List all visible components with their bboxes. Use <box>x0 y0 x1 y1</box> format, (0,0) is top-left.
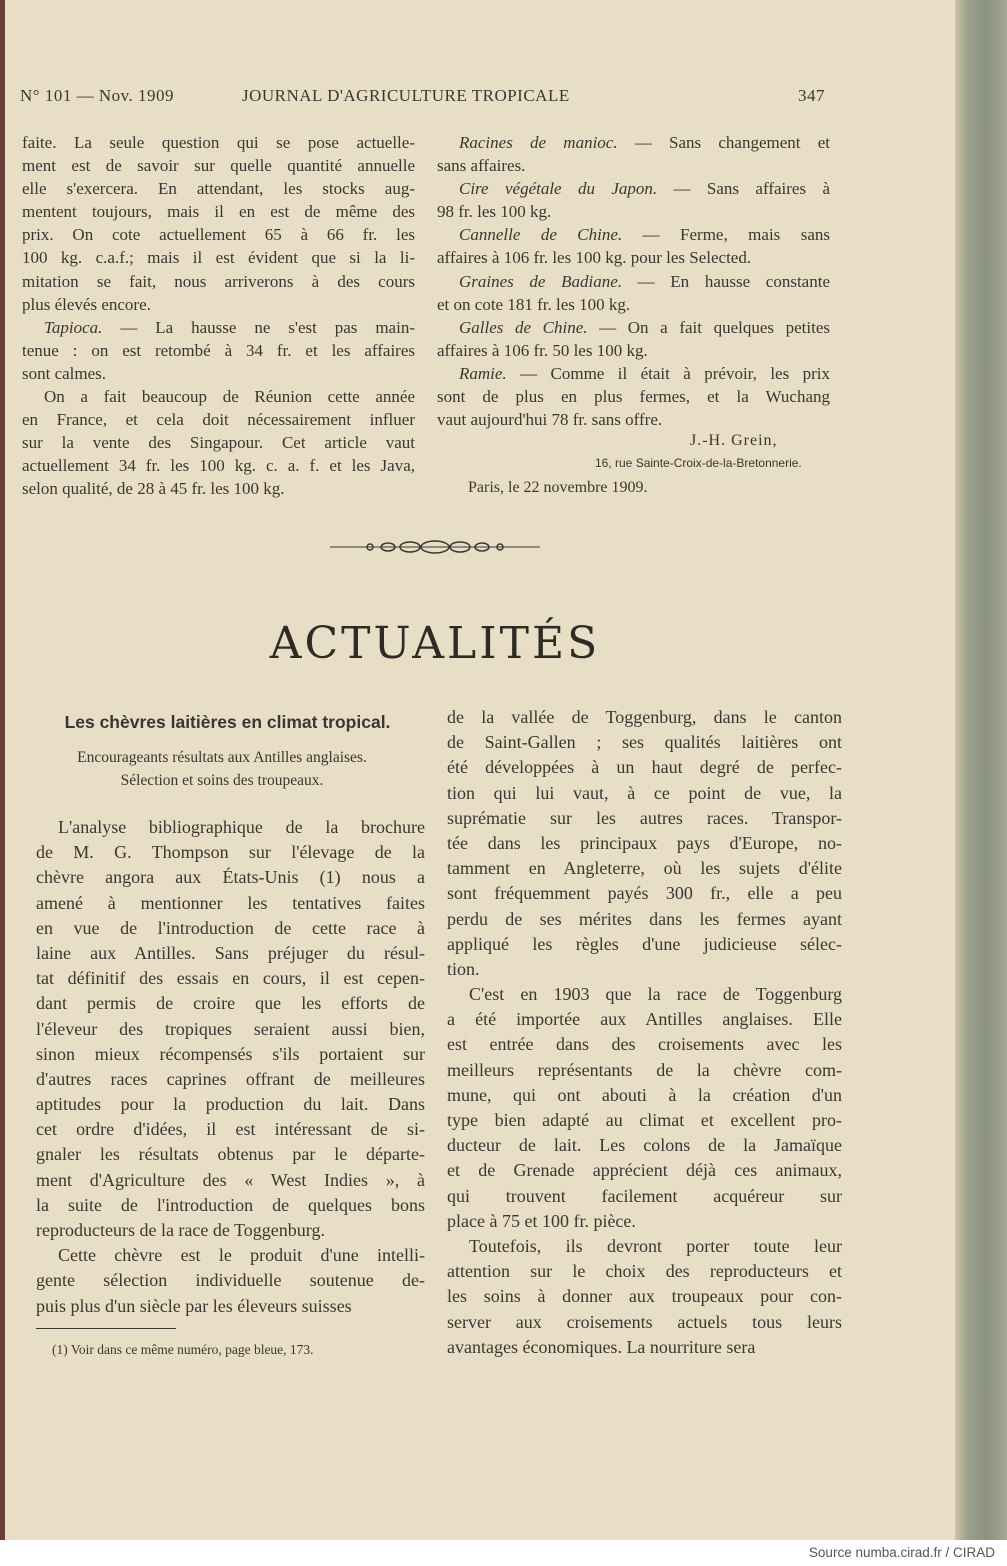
line-text: — La hausse ne s'est pas main- <box>102 317 415 337</box>
line-text: — En hausse constante <box>622 271 830 291</box>
text-line: été développées à un haut degré de perfec- <box>447 757 842 778</box>
text-line: puis plus d'un siècle par les éleveurs suisses <box>36 1295 352 1316</box>
text-line <box>437 177 830 200</box>
footnote-rule <box>36 1328 176 1329</box>
text-line <box>22 316 415 339</box>
page-number: 347 <box>798 86 825 105</box>
text-line: laine aux Antilles. Sans préjuger du résul- <box>36 942 425 963</box>
text-line: tat définitif des essais en cours, il est cepen- <box>36 968 425 989</box>
text-line <box>437 316 830 339</box>
article-subtitle-line: Encourageants résultats aux Antilles anglaises. <box>77 749 367 766</box>
article-subtitle-line: Sélection et soins des troupeaux. <box>120 772 324 789</box>
text-line: avantages économiques. La nourriture sera <box>447 1336 756 1357</box>
text-line <box>437 362 830 385</box>
text-line: mune, qui ont abouti à la création d'un <box>447 1084 842 1105</box>
text-line: ment est de savoir sur quelle quantité annuelle <box>22 156 415 176</box>
lead-term: Ramie. <box>459 363 507 383</box>
text-line: tion. <box>447 958 480 979</box>
text-line: ment d'Agriculture des « West Indies », à <box>36 1169 425 1190</box>
text-line: les soins à donner aux troupeaux pour con- <box>447 1286 842 1307</box>
text-line: reproducteurs de la race de Toggenburg. <box>36 1220 325 1240</box>
lead-term: Racines de manioc. <box>459 133 618 152</box>
text-line: actuellement 34 fr. les 100 kg. c. a. f. et les Java, <box>22 456 415 476</box>
text-line: la suite de l'introduction de quelques bons <box>36 1194 425 1215</box>
text-line: 100 kg. c.a.f.; mais il est évident que si la li- <box>22 248 415 268</box>
column-top-right <box>437 131 830 431</box>
journal-title: JOURNAL D'AGRICULTURE TROPICALE <box>242 86 570 105</box>
text-line: aptitudes pour la production du lait. Dans <box>36 1094 425 1115</box>
text-line: qui trouvent facilement acquéreur sur <box>447 1185 842 1206</box>
text-line: l'éleveur des tropiques seraient aussi bien, <box>36 1018 425 1039</box>
issue-number: N° 101 — Nov. 1909 <box>20 86 174 105</box>
text-line: 98 fr. les 100 kg. <box>437 202 552 222</box>
lead-term: Galles de Chine. <box>459 317 588 337</box>
text-line: cet ordre d'idées, il est intéressant de si- <box>36 1119 425 1140</box>
text-line: attention sur le choix des reproducteurs et <box>447 1261 842 1282</box>
text-line: vaut aujourd'hui 78 fr. sans offre. <box>437 410 663 430</box>
signature-address: 16, rue Sainte-Croix-de-la-Bretonnerie. <box>595 456 802 470</box>
text-line: tenue : on est retombé à 34 fr. et les affaires <box>22 340 415 360</box>
text-line: en France, et cela doit nécessairement influer <box>22 410 415 430</box>
text-line: de M. G. Thompson sur l'élevage de la <box>36 842 425 863</box>
lead-term: Cire végétale du Japon. <box>459 179 658 199</box>
text-line: sont de plus en plus fermes, et la Wuchang <box>437 387 830 407</box>
text-line: type bien adapté au climat et excellent pro- <box>447 1110 842 1130</box>
book-binding <box>955 0 1007 1540</box>
footnote: (1) Voir dans ce même numéro, page bleue, 173. <box>52 1342 314 1357</box>
line-text: — Comme il était à prévoir, les prix <box>506 363 830 383</box>
text-line: suprématie sur les autres races. Transpor- <box>447 807 842 828</box>
source-credit: Source numba.cirad.fr / CIRAD <box>808 1545 995 1560</box>
text-line <box>437 270 830 293</box>
text-line: de la vallée de Toggenburg, dans le canton <box>447 707 842 727</box>
text-line: et de Grenade apprécient déjà ces animaux, <box>447 1160 842 1181</box>
text-line: sans affaires. <box>437 156 526 176</box>
text-line: perdu de ses mérites dans les fermes ayant <box>447 908 842 929</box>
signature-name: J.-H. Grein, <box>690 432 778 449</box>
text-line: sinon mieux récompensés s'ils portaient sur <box>36 1043 425 1064</box>
text-line: gnaler les résultats obtenus par le départe- <box>36 1144 425 1165</box>
text-line: et on cote 181 fr. les 100 kg. <box>437 294 631 314</box>
text-line: plus élevés encore. <box>22 294 151 314</box>
text-line: faite. La seule question qui se pose actuelle- <box>22 133 415 152</box>
text-line: Cette chèvre est le produit d'une intelli- <box>58 1245 425 1266</box>
text-line: en vue de l'introduction de cette race à <box>36 917 425 938</box>
line-text: — Sans changement et <box>617 133 831 152</box>
text-line: affaires à 106 fr. 50 les 100 kg. <box>437 340 648 360</box>
page-edge <box>0 0 5 1540</box>
text-line: selon qualité, de 28 à 45 fr. les 100 kg. <box>22 479 285 499</box>
text-line: Toutefois, ils devront porter toute leur <box>469 1235 842 1256</box>
text-line: meilleurs représentants de la chèvre com- <box>447 1059 842 1080</box>
text-line: server aux croisements actuels tous leurs <box>447 1311 842 1332</box>
signature-date: Paris, le 22 novembre 1909. <box>468 479 648 496</box>
text-line <box>437 131 830 154</box>
text-line <box>437 223 830 246</box>
text-line: d'autres races caprines offrant de meilleures <box>36 1068 425 1089</box>
section-title: ACTUALITÉS <box>269 618 601 669</box>
text-line: gente sélection individuelle soutenue de- <box>36 1270 425 1291</box>
lead-term: Graines de Badiane. <box>459 271 623 291</box>
text-line: appliqué les règles d'une judicieuse sélec- <box>447 933 842 954</box>
text-line: On a fait beaucoup de Réunion cette année <box>44 387 415 407</box>
column-top-left <box>22 131 415 501</box>
text-line: tamment en Angleterre, où les sujets d'élite <box>447 858 842 879</box>
text-line: elle s'exercera. En attendant, les stocks aug- <box>22 179 415 199</box>
text-line: place à 75 et 100 fr. pièce. <box>447 1210 636 1231</box>
text-line: sont calmes. <box>22 363 107 383</box>
text-line: L'analyse bibliographique de la brochure <box>58 817 425 837</box>
lead-term: Cannelle de Chine. <box>459 225 623 245</box>
line-text: — Ferme, mais sans <box>622 225 830 245</box>
text-line: ducteur de lait. Les colons de la Jamaïque <box>447 1135 842 1156</box>
text-line: de Saint-Gallen ; ses qualités laitières ont <box>447 732 842 753</box>
text-line: sont fréquemment payés 300 fr., elle a peu <box>447 883 842 904</box>
text-line: est entrée dans des croisements avec les <box>447 1034 842 1055</box>
article-subtitle <box>22 746 422 792</box>
text-line: C'est en 1903 que la race de Toggenburg <box>469 984 842 1005</box>
line-text: — Sans affaires à <box>657 179 831 199</box>
text-line: amené à mentionner les tentatives faites <box>36 892 425 913</box>
text-line: affaires à 106 fr. les 100 kg. pour les Selected. <box>437 248 752 268</box>
column-lower-left <box>36 815 425 1319</box>
text-line: mentent toujours, mais il en est de même des <box>22 202 415 222</box>
decorative-ornament <box>330 538 540 556</box>
text-line: chèvre angora aux États-Unis (1) nous a <box>36 867 425 888</box>
column-lower-right <box>447 705 842 1360</box>
line-text: — On a fait quelques petites <box>587 317 831 337</box>
text-line: mitation se fait, nous arriverons à des cours <box>22 271 415 291</box>
text-line: tion qui lui vaut, à ce point de vue, la <box>447 782 842 803</box>
text-line: dant permis de croire que les efforts de <box>36 993 425 1014</box>
article-title: Les chèvres laitières en climat tropical. <box>64 712 391 732</box>
text-line: tée dans les principaux pays d'Europe, no- <box>447 832 842 853</box>
text-line: prix. On cote actuellement 65 à 66 fr. les <box>22 225 415 245</box>
lead-term: Tapioca. <box>44 317 103 337</box>
text-line: sur la vente des Singapour. Cet article vaut <box>22 433 415 453</box>
text-line: a été importée aux Antilles anglaises. Elle <box>447 1009 842 1030</box>
